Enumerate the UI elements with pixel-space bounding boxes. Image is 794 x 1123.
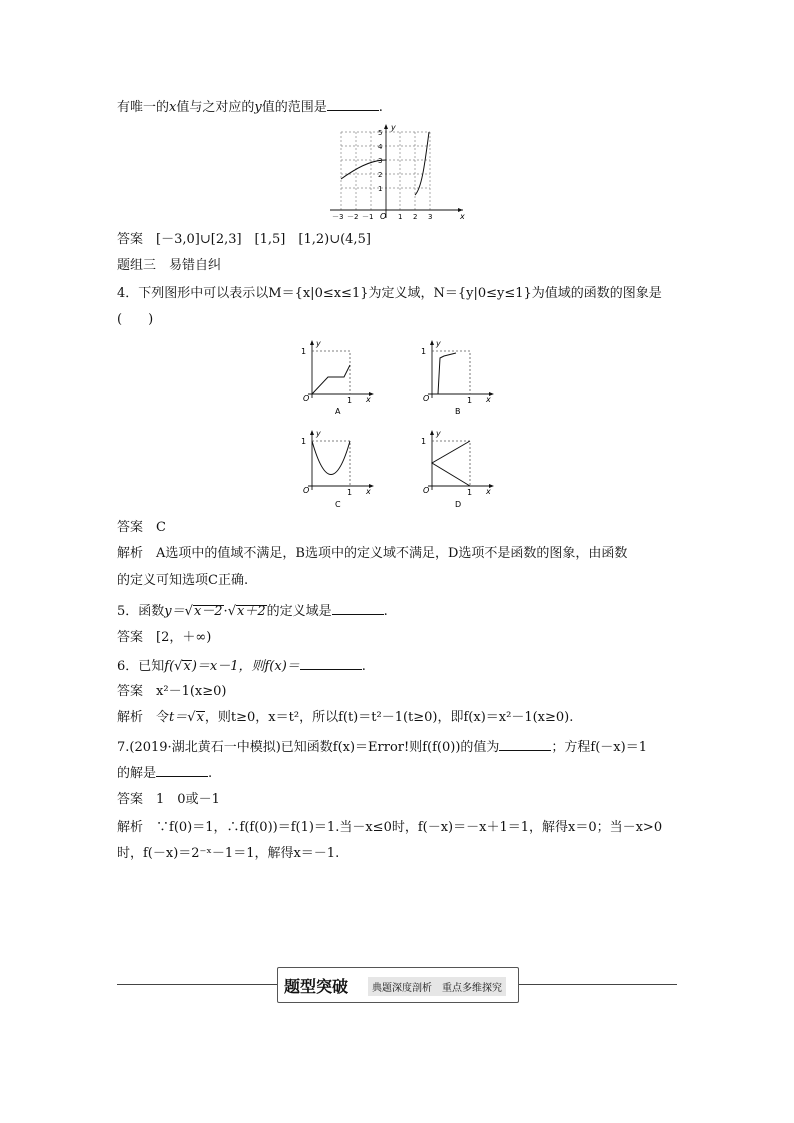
period: . [378,100,383,115]
tick-one: 1 [301,437,307,446]
y-label: y [316,429,321,438]
q6-text: f(x)＝ [264,659,300,674]
q7-answer-line [117,792,220,808]
x-tick: －2 [347,213,359,221]
y-label: y [316,339,321,348]
q5-line [117,602,388,620]
y-label: y [436,339,441,348]
q7-analysis-line-1 [117,820,662,836]
tick-one: 1 [421,347,427,356]
q5-answer: [2，＋∞) [156,630,212,645]
answer-blank [327,98,379,111]
answer-label: 答案 [117,684,144,699]
banner-subtitle: 典题深度剖析 重点多维探究 [368,977,506,996]
origin-label: O [303,394,310,403]
analysis-label: 解析 [117,546,144,561]
x-label: x [486,487,491,496]
tick-one: 1 [301,347,307,356]
answer-blank [156,764,208,777]
q4-analysis: A选项中的值域不满足，B选项中的定义域不满足，D选项不是函数的图象，由函数 [156,546,628,561]
x-tick: －1 [362,213,374,221]
curve-right [415,132,429,195]
origin-label: O [423,486,430,495]
var-x: x [169,100,177,115]
curve-d [432,441,470,486]
sqrt-sign: √ [184,604,193,619]
graph-main [325,122,470,222]
y-tick: 5 [378,129,383,137]
label-d: D [455,500,462,509]
y-arrow [384,124,388,129]
origin-label: O [303,486,310,495]
sqrt-sign: √ [174,659,183,674]
q7-analysis: ∵f(0)＝1，∴f(f(0))＝f(1)＝1.当－x≤0时，f(－x)＝－x＋1＝1，解得x＝0；当－x>0 [156,820,663,835]
group-title: 题组三 易错自纠 [117,258,222,273]
sqrt-sign: √ [227,604,236,619]
q4-stem: 4．下列图形中可以表示以M＝{x|0≤x≤1}为定义域，N＝{y|0≤y≤1}为值域的函数的图象是 [117,286,662,301]
radicand-2: x＋2 [236,604,266,619]
q7-answer: 1 0或－1 [156,792,220,807]
x-tick: －3 [332,213,344,221]
banner-box [277,967,519,1003]
tick-one: 1 [421,437,427,446]
answer-blank [300,657,362,670]
y-tick: 4 [378,143,383,151]
graph-b [418,338,498,416]
q7-line-1 [117,738,647,756]
y-tick: 1 [378,185,383,193]
q7-text: 的解是 [117,766,157,781]
q5-text: 的定义域是 [266,604,332,619]
period: . [208,766,213,781]
tick-one: 1 [347,488,353,497]
tick-one: 1 [467,396,473,405]
graph-d [418,428,498,510]
x-label: x [366,395,371,404]
label-a: A [335,407,341,416]
answer-blank [499,738,551,751]
q3-text: 值与之对应的 [176,100,255,115]
q3-text: 值的范围是 [261,100,327,115]
radicand: x [183,659,191,674]
answer-label: 答案 [117,630,144,645]
q6-text: )＝x－1，则 [191,659,265,674]
origin-label: O [380,212,387,221]
tick-one: 1 [467,488,473,497]
x-tick: 1 [398,213,403,221]
tick-one: 1 [347,396,353,405]
q4-analysis-line-1 [117,546,627,562]
q6-analysis: ，则t≥0，x＝t²，所以f(t)＝t²－1(t≥0)，即f(x)＝x²－1(x≥0). [204,710,574,725]
curve-b [438,353,456,394]
period: . [383,604,388,619]
curve-a [312,365,350,394]
q6-analysis: 令 [156,710,170,725]
answer-blank [332,602,384,615]
y-tick: 2 [378,171,383,179]
curve-c [312,441,350,475]
var-y: y [254,100,262,115]
label-c: C [335,500,341,509]
q7-analysis-line-2: 时，f(－x)＝2⁻ˣ－1＝1，解得x＝－1. [117,846,340,861]
q6-analysis: t＝ [169,710,188,725]
radicand: x [196,710,204,725]
answer-label: 答案 [117,520,144,535]
sqrt-sign: √ [187,710,196,725]
q6-analysis-line [117,710,573,726]
q6-answer-line [117,684,226,700]
x-label: x [460,212,465,221]
banner-title: 题型突破 [284,977,349,996]
x-label: x [486,395,491,404]
answer-label: 答案 [117,232,144,247]
q5-y: y＝ [164,604,185,619]
q3-answer-line [117,232,371,248]
radicand-1: x－2 [193,604,223,619]
period: . [361,659,366,674]
banner-rule-right [519,984,677,985]
q3-tail-line [117,98,383,116]
x-label: x [366,487,371,496]
label-b: B [455,407,461,416]
y-tick: 3 [378,157,383,165]
banner-rule-left [117,984,277,985]
graph-a [298,338,378,416]
section-banner [117,967,677,1003]
origin-label: O [423,394,430,403]
q5-text: 5．函数 [117,604,165,619]
x-tick: 2 [413,213,418,221]
answer-label: 答案 [117,792,144,807]
q3-text: 有唯一的 [117,100,170,115]
q7-text: 7.(2019·湖北黄石一中模拟)已知函数f(x)＝Error!则f(f(0))的值为 [117,740,500,755]
q6-f: f( [164,659,175,674]
q7-text: ；方程f(－x)＝1 [551,740,647,755]
dot: · [223,604,228,619]
grid [341,132,430,210]
q6-answer: x²－1(x≥0) [156,684,227,699]
analysis-label: 解析 [117,710,144,725]
q3-answer: [－3,0]∪[2,3] [1,5] [1,2)∪(4,5] [156,232,371,247]
x-tick: 3 [428,213,433,221]
q4-paren: ( ) [117,312,154,327]
q7-line-2 [117,764,212,782]
y-label: y [391,123,396,132]
q4-analysis-line-2: 的定义可知选项C正确. [117,573,249,588]
graph-c [298,428,378,510]
q6-text: 6．已知 [117,659,165,674]
q4-answer-line [117,520,166,536]
q5-answer-line [117,630,211,646]
y-label: y [436,429,441,438]
q6-line [117,657,366,675]
analysis-label: 解析 [117,820,144,835]
q4-answer: C [156,520,166,535]
